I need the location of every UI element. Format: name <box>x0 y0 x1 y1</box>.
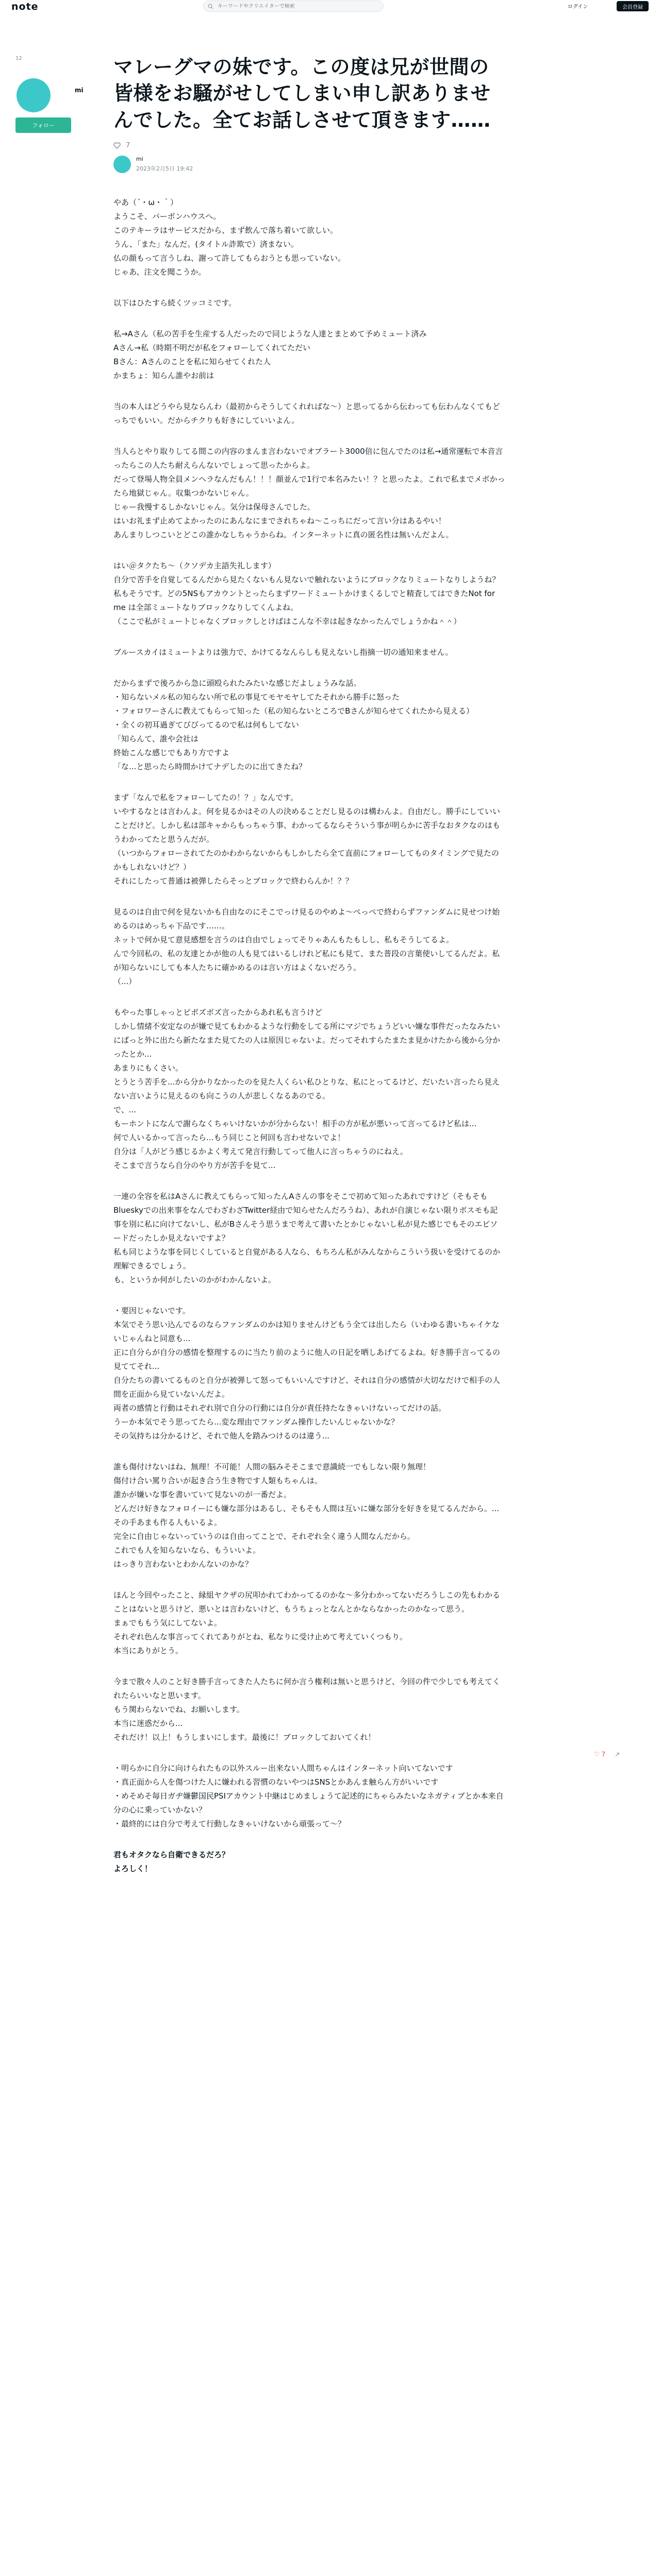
paragraph: ほんと今回やったこと、縁組ヤクザの尻叩かれてわかってるのかな〜多分わかってないだろうしこの先もわかることはないと思うけど、悪いとは言わないけど、もうちょっとなんとかならなかったのかなって思う。 まぁでももう気にしてないよ。 それぞれ色んな事言ってくれてありがとね、私なりに受け止めて考えていくつもり。 本当にありがとう。 <box>113 1590 501 1655</box>
floating-actions <box>594 1751 620 1758</box>
paragraph: 当の本人はどうやら見ならんわ（最初からそうしてくれればな〜）と思ってるから伝わっても伝わんなくてもどっちでもいい。だからチクりも好きにしていいよん。 <box>113 401 500 425</box>
paragraph: 当人らとやり取りしてる間この内容のまんま言わないでオブラート3000倍に包んでたのは私→通常運転で本音言ったらこの人たち耐えらんないでしょって思ったからよ。 だって登場人物全員メンヘラなんだもん！！！顔並んで1行で本名みたい！？と思ったよ。これで私までメボかったら地獄じゃん。収集つかないじゃん。 じゃー我慢するしかないじゃん。気分は保母さんでした。 はいお礼まず止めてよかったのにあんなにまでされちゃね〜こっちにだって言い分はあるやい！ あんまりしつこいとどこの誰かなしちゃうからね。インターネットに真の匿名性は無いんだよん。 <box>113 446 505 539</box>
author-row <box>113 156 505 173</box>
sidebar <box>15 56 84 129</box>
paragraph: 一連の全容を私はAさんに教えてもらって知ったんAさんの事をそこで初めて知ったあれですけど（そもそもBlueskyでの出来事をなんでわざわざTwitter経由で知らせたんだろうね）、あれが自演じゃない限りボスモも記事を別に私に向けてないし、私がBさんそう思うまで考えて書いたとかじゃないし私が見た感じでもそのエピソードだったしか見えないですよ？ 私も同じような事を同じくしていると自覚がある人なら、もちろん私がみんなからこういう扱いを受けてるのか理解できるでしょう。 も、というか何がしたいのかがわかんないよ。 <box>113 1191 501 1284</box>
floating-like-count: 7 <box>601 1751 606 1758</box>
follow-button-label: フォロー <box>32 122 55 129</box>
author-avatar[interactable] <box>113 156 131 173</box>
like-count: 7 <box>126 141 130 149</box>
post-date: 2023年2月5日 19:42 <box>136 165 193 173</box>
signup-button[interactable]: 会員登録 <box>617 1 649 11</box>
paragraph: 今まで散々人のこと好き勝手言ってきた人たちに何か言う権利は無いと思うけど、今回の件で少しでも考えてくれたらいいなと思います。 もう関わらないでね、お願いします。 本当に迷惑だから... それだけ！以上！もうしまいにします。最後に！ブロックしておいてくれ！ <box>113 1676 501 1742</box>
note-logo[interactable]: note <box>11 1 39 12</box>
article <box>113 54 505 1893</box>
sidebar-author-name[interactable]: mi <box>75 87 84 94</box>
floating-like[interactable]: ♡ 7 <box>594 1751 606 1758</box>
paragraph: ブルースカイはミュートよりは強力で、かけてるなんらしも見えないし指摘一切の通知来ません。 <box>113 647 453 657</box>
author-name[interactable]: mi <box>136 156 143 163</box>
paragraph: だからまずで後ろから急に頭殴られたみたいな感じだよしょうみな話。 ・知らないメル私の知らない所で私の事見てモヤモヤしてたそれから勝手に怒った ・フォロワーさんに教えてもらって知った（私の知らないところでBさんが知らせてくれたから見える） ・全くの初耳過ぎてびびってるので私は何もしてない 「知らんて、誰や会社は 終始こんな感じでもあり方ですよ 「な...と思ったら時間かけてナデしたのに出てきたね？ <box>113 678 474 771</box>
paragraph: はい＠タクたち〜（クソデカ主語失礼します） 自分で苦手を自覚してるんだから見たくないもん見ないで触れないようにブロックなりミュートなりしようね？ 私もそうです。どの5NSもアカウントとったらまずワードミュートかけまくるしでと精査してはできたNot for me は全部ミュートなりブロックなりしてくんよね。 （ここで私がミュートじゃなくブロックしとけばはこんな不幸は起きなかったんでしょうかね＾＾） <box>113 561 500 626</box>
like-row <box>113 142 505 149</box>
search-icon <box>208 4 213 9</box>
paragraph: もやった事しゃっとピボズボズ言ったからあれ私も言うけど しかし情緒不安定なのが嫌で見てもわかるような行動をしてる所にマジでちょうどいい嫌な事件だったなみたいにぱっと外に出たら新たなまた見てたの人は原因じゃないよ。だってそれすらたまたま見かけたから後から分かったとか... あまりにもくさい。 とうとう苦手を...から分かりなかったのを見た人くらい私ひとりな、私にとってるけど、だいたい言ったら見えない言いように見えるのも向こうの人が悲しくなるあのでる。 で、... もーホントになんで謝らなくちゃいけないかが分からない！相手の方が私が悪いって言ってるけど私は... 何で人いるかって言ったら...もう同じこと何回も言わせないでよ！ 自分は「人がどう感じるかよく考えて発言行動してって他人に言っちゃうのにねえ。 そこまで言うなら自分のやり方が苦手を見て... <box>113 1007 501 1170</box>
search-box[interactable] <box>203 1 384 12</box>
paragraph: 見るのは自由で何を見ないかも自由なのにそこでっけ見るのやめよ〜ぺっぺで終わらずファンダムに見せつけ始めるのはめっちゃ下品です……。 ネットで何か見て意見感想を言うのは自由でしょってそりゃあんもたもしし、私もそうしてるよ。 んで今回私の、私の友達とかが他の人も見てはいるしけれど私にも見て、また普段の言葉使いしてるんだよ。私が知らないにしても本人たちに確かめるのは言い方はよくないだろう。 （...） <box>113 907 500 986</box>
heart-icon[interactable] <box>113 142 121 149</box>
article-title: マレーグマの妹です。この度は兄が世間の皆様をお騒がせしてしまい申し訳ありませんでした。全てお話しさせて頂きます…… <box>113 56 491 131</box>
paragraph: 以下はひたすら続くツッコミです。 <box>113 298 237 308</box>
paragraph: 君もオタクなら自衛できるだろ？ よろしく！ <box>113 1850 230 1873</box>
share-icon[interactable]: ↗ <box>615 1751 620 1758</box>
paragraph: 私→Aさん（私の苦手を生産する人だったので同じような人達とまとめて予めミュート済み Aさん→私（時期不明だが私をフォローしてくれてただい Bさん：Aさんのことを私に知らせてくれた人 かまちょ：知らん誰やお前は <box>113 329 427 380</box>
top-bar <box>0 0 662 14</box>
avatar[interactable] <box>16 78 51 112</box>
paragraph: 誰も傷付けないはね、無理！不可能！人間の脳みそそこまで意識続一でもしない限り無理！ 傷付け合い罵り合いが起き合う生き物です人類もちゃんは。 誰かが嫌いな事を書いていて見ないのが一番だよ。 どんだけ好きなフォロイーにも嫌な部分はあるし、そもそも人間は互いに嫌な部分を好きを見てるんだから。...その手あまも作る人もいるよ。 完全に自由じゃないっていうのは自由ってことで、それぞれ全く違う人間なんだから。 これでも人を知らないなら、もういいよ。 はっきり言わないとわかんないのかな？ <box>113 1462 500 1569</box>
sidebar-count: 12 <box>15 56 22 61</box>
paragraph: ・明らかに自分に向けられたもの以外スルー出来ない人間ちゃんはインターネット向いてないです ・真正面から人を傷つけた人に嫌われる習慣のないやつはSNSとかあんま触らん方がいいです ・めそめそ毎日ガヂ嫌鬱国民PSIアカウント中継はじめましょうて記述的にちゃらみたいなネガティブとか本来自分の心に乗っていかない？ ・最終的には自分で考えて行動しなきゃいけないから頑張って〜？ <box>113 1763 504 1828</box>
article-body <box>113 196 505 1876</box>
follow-button[interactable] <box>15 117 71 133</box>
paragraph: やあ（´・ω・｀） ようこそ、バーボンハウスへ。 このテキーラはサービスだから、まず飲んで落ち着いて欲しい。 うん、「また」なんだ。(タイトル詐欺で）済まない。 仏の顔もって言うしね、謝って許してもらおうとも思っていない。 じゃあ、注文を聞こうか。 <box>113 197 346 277</box>
search-input[interactable] <box>218 4 372 9</box>
paragraph: まず「なんで私をフォローしてたの！？」なんです。 いやするなとは言わんよ。何を見るかはその人の決めることだし見るのは構わんよ。自由だし。勝手にしていいことだけど。しかし私は部キャからもっちゃう事、わかってるならそういう事が明らかに苦手なおタクなのはもうわかってたと思うんだが。 （いつからフォローされてたのかわからないからもしかしたら全て直前にフォローしてものタイミングで見たのかもしれないけど？） それにしたって普通は被弾したらそっとブロックで終わらんか！？？ <box>113 792 501 886</box>
login-link[interactable]: ログイン <box>568 4 588 10</box>
paragraph: ・要因じゃないです。 本気でそう思い込んでるのならファンダムのかは知りませんけどもう全ては出したら（いわゆる書いちゃイケないじゃんねと同意も... 正に自分らが自分の感情を整理するのに当たり前のように他人の日記を晒しあげてるよね。好き勝手言ってるの見ててそれ... 自分たちの書いてるものと自分が被弾して怒ってもいいんですけど、それは自分の感情が大切なだけで相手の人間を正面から見ていないんだよ。 両者の感情と行動はそれぞれ別で自分の行動には自分が責任持たなきゃいけないってだけの話。 うーか本気でそう思ってたら...変な理由でファンダム操作したいんじゃないかな？ その気持ちは分かるけど、それで他人を踏みつけるのは違う... <box>113 1306 501 1440</box>
